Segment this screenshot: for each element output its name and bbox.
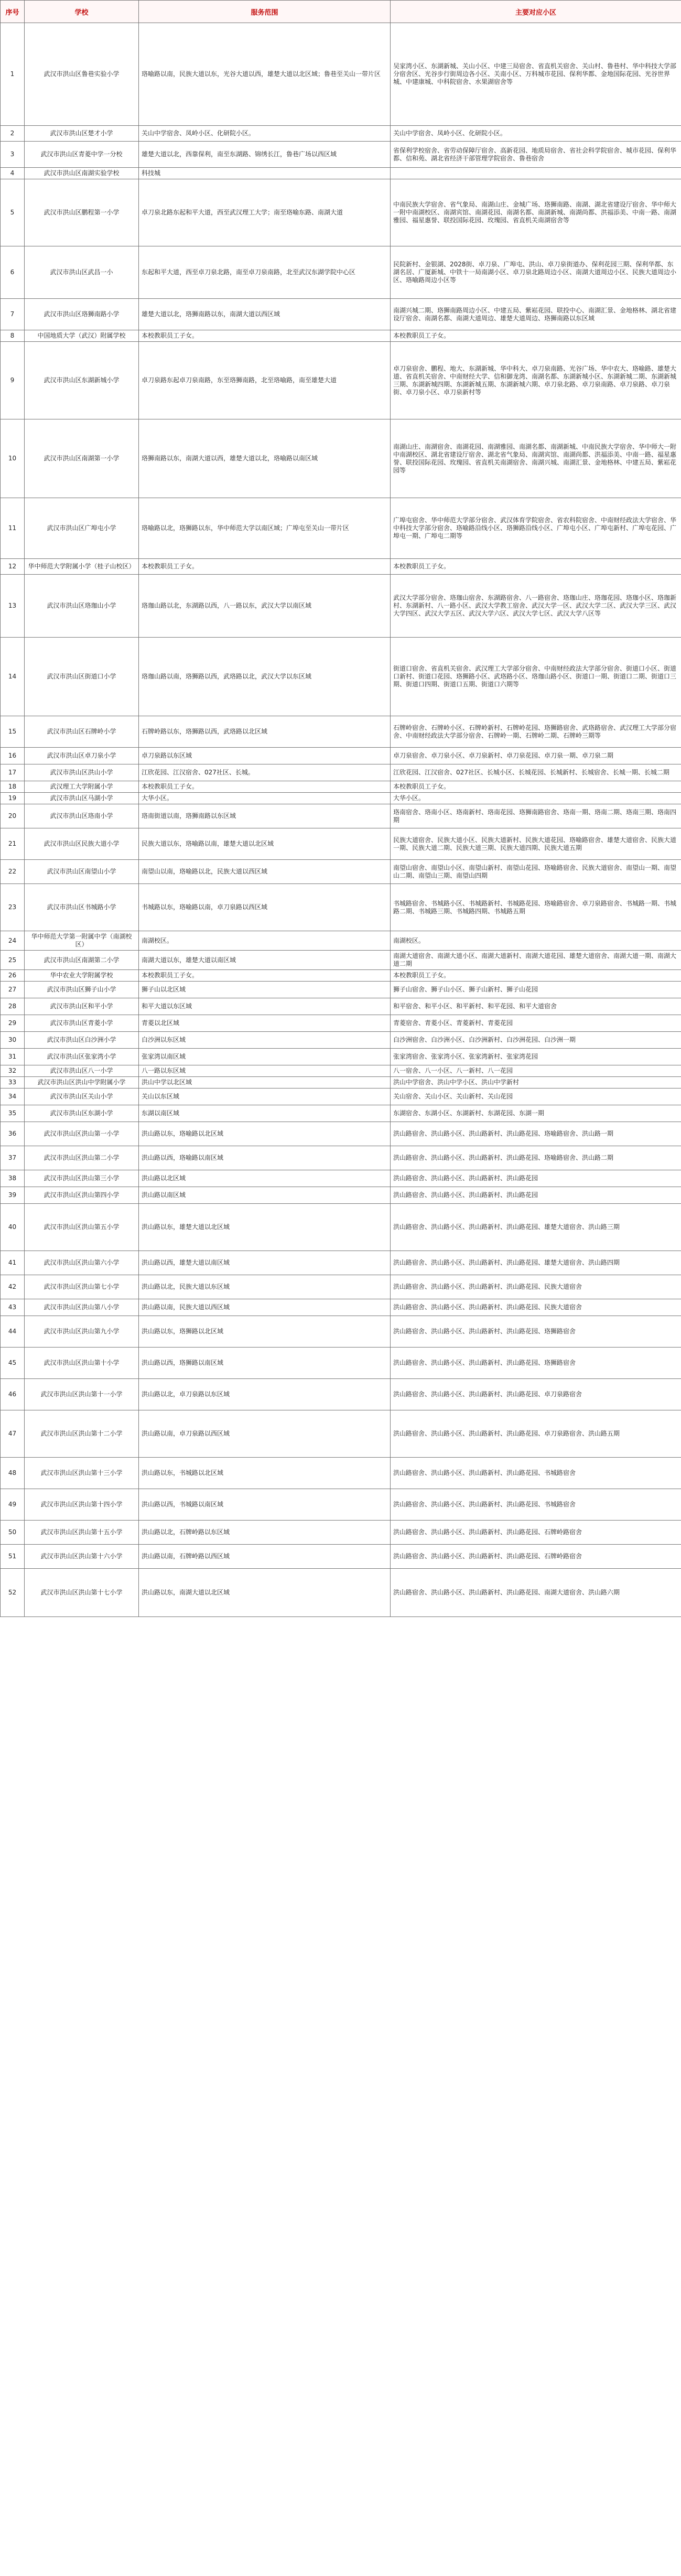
- community-list: 广埠屯宿舍、华中师范大学部分宿舍、武汉体育学院宿舍、省农科院宿舍、中南财经政法大学宿舍、华中科技大学部分宿舍、珞喻路沿线小区、珞狮路沿线小区、广埠屯小区、广埠屯新村、广埠屯花园、广埠屯一期、广埠屯二期等: [391, 498, 681, 559]
- community-list: 本校教职员工子女。: [391, 781, 681, 793]
- school-name: 中国地质大学（武汉）附属学校: [25, 330, 139, 342]
- row-number: 31: [1, 1049, 25, 1065]
- table-row: [1, 828, 681, 860]
- community-list: 洪山路宿舍、洪山路小区、洪山路新村、洪山路花园、雄楚大道宿舍、洪山路三期: [391, 1204, 681, 1251]
- service-range: 珞喻路以北，珞狮路以东，华中师范大学以南区域；广埠屯至关山一带片区: [139, 498, 391, 559]
- row-number: 51: [1, 1545, 25, 1569]
- school-name: 武汉市洪山区洪山第十四小学: [25, 1489, 139, 1521]
- service-range: 本校教职员工子女。: [139, 559, 391, 575]
- service-range: 和平大道以东区域: [139, 998, 391, 1015]
- community-list: 洪山路宿舍、洪山路小区、洪山路新村、洪山路花园、卓刀泉路宿舍: [391, 1379, 681, 1410]
- table-row: [1, 1122, 681, 1146]
- table-row: [1, 575, 681, 638]
- service-range: 洪山路以东，珞狮路以北区域: [139, 1316, 391, 1348]
- row-number: 47: [1, 1410, 25, 1458]
- school-name: 武汉市洪山区洪山第五小学: [25, 1204, 139, 1251]
- table-row: [1, 1204, 681, 1251]
- school-name: 武汉市洪山区洪山第十五小学: [25, 1521, 139, 1545]
- community-list: 洪山路宿舍、洪山路小区、洪山路新村、洪山路花园、民族大道宿舍: [391, 1275, 681, 1299]
- row-number: 8: [1, 330, 25, 342]
- table-row: [1, 126, 681, 142]
- service-range: 科技城: [139, 168, 391, 179]
- school-name: 武汉市洪山区洪山第一小学: [25, 1122, 139, 1146]
- table-row: [1, 1032, 681, 1049]
- row-number: 27: [1, 982, 25, 998]
- community-list: 青菱宿舍、青菱小区、青菱新村、青菱花园: [391, 1015, 681, 1032]
- community-list: 洪山路宿舍、洪山路小区、洪山路新村、洪山路花园、民族大道宿舍: [391, 1299, 681, 1316]
- school-name: 武汉市洪山区洪山第二小学: [25, 1146, 139, 1170]
- school-name: 武汉市洪山区洪山中学附属小学: [25, 1077, 139, 1088]
- row-number: 6: [1, 246, 25, 299]
- service-range: 雄楚大道以北，西靠保利，南至东湖路、锦绣长江，鲁巷广场以西区域: [139, 142, 391, 168]
- row-number: 22: [1, 860, 25, 884]
- table-row: [1, 860, 681, 884]
- row-number: 37: [1, 1146, 25, 1170]
- community-list: 中南民族大学宿舍、省气象局、南湖山庄、金城广场、珞狮南路、南湖、湖北省建设厅宿舍、华中师大一附中南湖校区、南湖宾馆、南湖花园、南湖名都、南湖新城、南湖尚都、洪福添美、中南一路、南湖雅园、福星惠誉、联投国际花园、玫瑰园、省直机关南湖宿舍等: [391, 179, 681, 246]
- community-list: 关山中学宿舍、凤岭小区、化研院小区。: [391, 126, 681, 142]
- service-range: 洪山路以北，民族大道以东区域: [139, 1275, 391, 1299]
- community-list: 洪山路宿舍、洪山路小区、洪山路新村、洪山路花园: [391, 1187, 681, 1204]
- school-name: 武汉市洪山区鹏程第一小学: [25, 179, 139, 246]
- row-number: 14: [1, 638, 25, 716]
- community-list: 洪山路宿舍、洪山路小区、洪山路新村、洪山路花园: [391, 1170, 681, 1187]
- header-range: 服务范围: [139, 1, 391, 23]
- table-row: [1, 1015, 681, 1032]
- service-range: 珞珈山路以北，东湖路以西，八一路以东，武汉大学以南区域: [139, 575, 391, 638]
- table-header-row: [1, 1, 681, 23]
- school-name: 武汉市洪山区洪山第八小学: [25, 1299, 139, 1316]
- table-row: [1, 793, 681, 804]
- school-name: 武汉市洪山区洪山第十一小学: [25, 1379, 139, 1410]
- service-range: 洪山路以西，书城路以南区域: [139, 1489, 391, 1521]
- table-row: [1, 1088, 681, 1105]
- service-range: 八一路以东区域: [139, 1065, 391, 1077]
- service-range: 洪山路以东，南湖大道以北区域: [139, 1569, 391, 1617]
- community-list: 书城路宿舍、书城路小区、书城路新村、书城路花园、珞喻路宿舍、卓刀泉路宿舍、书城路一期、书城路二期、书城路三期、书城路四期、书城路五期: [391, 884, 681, 931]
- row-number: 20: [1, 804, 25, 828]
- school-name: 武汉市洪山区洪山第十三小学: [25, 1458, 139, 1489]
- row-number: 39: [1, 1187, 25, 1204]
- school-name: 武汉市洪山区卓刀泉小学: [25, 748, 139, 764]
- service-range: 洪山路以东，雄楚大道以北区域: [139, 1204, 391, 1251]
- community-list: 民族大道宿舍、民族大道小区、民族大道新村、民族大道花园、珞喻路宿舍、雄楚大道宿舍、民族大道一期、民族大道二期、民族大道三期、民族大道四期、民族大道五期: [391, 828, 681, 860]
- service-range: 珞南街道以南，珞狮南路以东区域: [139, 804, 391, 828]
- school-name: 武汉市洪山区洪山第三小学: [25, 1170, 139, 1187]
- table-row: [1, 179, 681, 246]
- row-number: 40: [1, 1204, 25, 1251]
- school-name: 武汉市洪山区街道口小学: [25, 638, 139, 716]
- community-list: 和平宿舍、和平小区、和平新村、和平花园、和平大道宿舍: [391, 998, 681, 1015]
- school-name: 武汉市洪山区洪山第十六小学: [25, 1545, 139, 1569]
- table-row: [1, 982, 681, 998]
- header-school: 学校: [25, 1, 139, 23]
- table-row: [1, 638, 681, 716]
- row-number: 43: [1, 1299, 25, 1316]
- school-name: 武汉市洪山区东湖新城小学: [25, 342, 139, 419]
- community-list: 洪山路宿舍、洪山路小区、洪山路新村、洪山路花园、石牌岭路宿舍: [391, 1545, 681, 1569]
- table-row: [1, 804, 681, 828]
- school-name: 武汉市洪山区珞珈山小学: [25, 575, 139, 638]
- service-range: 洪山路以南区域: [139, 1187, 391, 1204]
- community-list: 珞南宿舍、珞南小区、珞南新村、珞南花园、珞狮南路宿舍、珞南一期、珞南二期、珞南三期、珞南四期: [391, 804, 681, 828]
- school-name: 武汉市洪山区洪山第六小学: [25, 1251, 139, 1275]
- service-range: 洪山路以西，珞喻路以南区域: [139, 1146, 391, 1170]
- community-list: 洪山路宿舍、洪山路小区、洪山路新村、洪山路花园、珞喻路宿舍、洪山路二期: [391, 1146, 681, 1170]
- table-row: [1, 1299, 681, 1316]
- table-row: [1, 1521, 681, 1545]
- table-row: [1, 781, 681, 793]
- service-range: 青菱以北区域: [139, 1015, 391, 1032]
- service-range: 石牌岭路以东，珞狮路以西，武珞路以北区域: [139, 716, 391, 748]
- school-name: 武汉市洪山区青菱中学一分校: [25, 142, 139, 168]
- table-row: [1, 168, 681, 179]
- row-number: 2: [1, 126, 25, 142]
- header-no: 序号: [1, 1, 25, 23]
- table-row: [1, 748, 681, 764]
- service-range: 白沙洲以东区域: [139, 1032, 391, 1049]
- service-range: 江欣花园、江汉宿舍、027社区、长城。: [139, 764, 391, 781]
- service-range: 洪山路以北，卓刀泉路以东区域: [139, 1379, 391, 1410]
- community-list: 关山宿舍、关山小区、关山新村、关山花园: [391, 1088, 681, 1105]
- community-list: 民院新村、金银湖、2028街、卓刀泉、广埠屯、洪山、卓刀泉街道办、保利花园三期、保利华都、东湖名居、广厦新城、中铁十一局南湖小区、卓刀泉北路周边小区、南湖大道周边小区、民族大道周边小区、珞喻路周边小区等: [391, 246, 681, 299]
- row-number: 34: [1, 1088, 25, 1105]
- table-row: [1, 1105, 681, 1122]
- community-list: 张家湾宿舍、张家湾小区、张家湾新村、张家湾花园: [391, 1049, 681, 1065]
- community-list: 本校教职员工子女。: [391, 970, 681, 982]
- service-range: 洪山路以南，民族大道以西区域: [139, 1299, 391, 1316]
- service-range: 珞喻路以南，民族大道以东，光谷大道以西，雄楚大道以北区域；鲁巷至关山一带片区: [139, 23, 391, 126]
- school-name: 武汉市洪山区洪山第四小学: [25, 1187, 139, 1204]
- community-list: 南湖校区。: [391, 931, 681, 951]
- row-number: 42: [1, 1275, 25, 1299]
- table-row: [1, 23, 681, 126]
- table-row: [1, 342, 681, 419]
- table-row: [1, 1489, 681, 1521]
- table-row: [1, 970, 681, 982]
- community-list: 南湖兴城二期、珞狮南路周边小区、中建五局、紫崧花园、联投中心、南湖汇景、金地格林、湖北省建设厅宿舍、南湖名都、南湖大道周边、雄楚大道周边、珞狮南路以东区域: [391, 299, 681, 330]
- row-number: 4: [1, 168, 25, 179]
- table-row: [1, 299, 681, 330]
- community-list: 卓刀泉宿舍、卓刀泉小区、卓刀泉新村、卓刀泉花园、卓刀泉一期、卓刀泉二期: [391, 748, 681, 764]
- service-range: 洪山路以北区域: [139, 1170, 391, 1187]
- row-number: 23: [1, 884, 25, 931]
- community-list: 大华小区。: [391, 793, 681, 804]
- service-range: 南湖大道以东，雄楚大道以南区域: [139, 951, 391, 970]
- service-range: 本校教职员工子女。: [139, 970, 391, 982]
- school-name: 武汉市洪山区八一小学: [25, 1065, 139, 1077]
- school-name: 武汉市洪山区和平小学: [25, 998, 139, 1015]
- row-number: 44: [1, 1316, 25, 1348]
- table-row: [1, 884, 681, 931]
- service-range: 洪山路以西，雄楚大道以南区域: [139, 1251, 391, 1275]
- community-list: 狮子山宿舍、狮子山小区、狮子山新村、狮子山花园: [391, 982, 681, 998]
- row-number: 15: [1, 716, 25, 748]
- community-list: 洪山路宿舍、洪山路小区、洪山路新村、洪山路花园、卓刀泉路宿舍、洪山路五期: [391, 1410, 681, 1458]
- school-name: 武汉市洪山区狮子山小学: [25, 982, 139, 998]
- row-number: 41: [1, 1251, 25, 1275]
- service-range: 南望山以南，珞喻路以北，民族大道以西区域: [139, 860, 391, 884]
- service-range: 民族大道以东，珞喻路以南，雄楚大道以北区域: [139, 828, 391, 860]
- school-name: 武汉市洪山区东湖小学: [25, 1105, 139, 1122]
- row-number: 35: [1, 1105, 25, 1122]
- service-range: 卓刀泉路以东区域: [139, 748, 391, 764]
- service-range: 狮子山以北区域: [139, 982, 391, 998]
- row-number: 38: [1, 1170, 25, 1187]
- table-row: [1, 1065, 681, 1077]
- table-row: [1, 1569, 681, 1617]
- service-range: 东起和平大道，西至卓刀泉北路，南至卓刀泉南路，北至武汉东湖学院中心区: [139, 246, 391, 299]
- community-list: 洪山路宿舍、洪山路小区、洪山路新村、洪山路花园、南湖大道宿舍、洪山路六期: [391, 1569, 681, 1617]
- service-range: 洪山路以东，书城路以北区域: [139, 1458, 391, 1489]
- service-range: 关山以东区域: [139, 1088, 391, 1105]
- service-range: 洪山中学以北区域: [139, 1077, 391, 1088]
- school-name: 武汉市洪山区洪山第七小学: [25, 1275, 139, 1299]
- row-number: 46: [1, 1379, 25, 1410]
- table-body: [1, 23, 681, 1617]
- row-number: 11: [1, 498, 25, 559]
- school-name: 武汉市洪山区石牌岭小学: [25, 716, 139, 748]
- service-range: 卓刀泉北路东起和平大道，西至武汉理工大学；南至珞喻东路、南湖大道: [139, 179, 391, 246]
- row-number: 29: [1, 1015, 25, 1032]
- row-number: 10: [1, 419, 25, 498]
- row-number: 50: [1, 1521, 25, 1545]
- school-name: 武汉市洪山区南湖实验学校: [25, 168, 139, 179]
- row-number: 28: [1, 998, 25, 1015]
- row-number: 9: [1, 342, 25, 419]
- table-row: [1, 1275, 681, 1299]
- service-range: 东湖以南区域: [139, 1105, 391, 1122]
- table-row: [1, 1316, 681, 1348]
- table-row: [1, 1146, 681, 1170]
- table-row: [1, 1251, 681, 1275]
- table-row: [1, 716, 681, 748]
- school-name: 华中师范大学附属小学（桂子山校区）: [25, 559, 139, 575]
- table-row: [1, 951, 681, 970]
- table-row: [1, 998, 681, 1015]
- table-row: [1, 419, 681, 498]
- school-name: 武汉市洪山区张家湾小学: [25, 1049, 139, 1065]
- school-name: 武汉市洪山区鲁巷实验小学: [25, 23, 139, 126]
- community-list: [391, 168, 681, 179]
- table-row: [1, 1410, 681, 1458]
- table-row: [1, 1348, 681, 1379]
- school-name: 武汉市洪山区民族大道小学: [25, 828, 139, 860]
- school-name: 武汉市洪山区广埠屯小学: [25, 498, 139, 559]
- school-name: 武汉市洪山区洪山第十小学: [25, 1348, 139, 1379]
- table-row: [1, 246, 681, 299]
- community-list: 街道口宿舍、省直机关宿舍、武汉理工大学部分宿舍、中南财经政法大学部分宿舍、街道口小区、街道口新村、街道口花园、珞狮路小区、武珞路小区、珞珈山路小区、街道口一期、街道口二期、街道口三期、街道口四期、街道口五期、街道口六期等: [391, 638, 681, 716]
- community-list: 洪山路宿舍、洪山路小区、洪山路新村、洪山路花园、珞狮路宿舍: [391, 1348, 681, 1379]
- row-number: 33: [1, 1077, 25, 1088]
- school-name: 武汉市洪山区洪山第十二小学: [25, 1410, 139, 1458]
- community-list: 洪山路宿舍、洪山路小区、洪山路新村、洪山路花园、书城路宿舍: [391, 1458, 681, 1489]
- service-range: 书城路以东，珞喻路以南，卓刀泉路以西区域: [139, 884, 391, 931]
- school-name: 武汉市洪山区书城路小学: [25, 884, 139, 931]
- community-list: 南湖大道宿舍、南湖大道小区、南湖大道新村、南湖大道花园、雄楚大道宿舍、南湖大道一期、南湖大道二期: [391, 951, 681, 970]
- community-list: 洪山中学宿舍、洪山中学小区、洪山中学新村: [391, 1077, 681, 1088]
- community-list: 武汉大学部分宿舍、珞珈山宿舍、东湖路宿舍、八一路宿舍、珞珈山庄、珞珈花园、珞珈小区、珞珈新村、东湖新村、八一路小区、武汉大学教工宿舍、武汉大学一区、武汉大学二区、武汉大学三区、武汉大学四区、武汉大学五区、武汉大学六区、武汉大学七区、武汉大学八区等: [391, 575, 681, 638]
- school-name: 武汉市洪山区南湖第二小学: [25, 951, 139, 970]
- school-name: 武汉市洪山区马湖小学: [25, 793, 139, 804]
- service-range: 卓刀泉路东起卓刀泉南路，东至珞狮南路，北至珞喻路，南至雄楚大道: [139, 342, 391, 419]
- table-row: [1, 1077, 681, 1088]
- row-number: 19: [1, 793, 25, 804]
- school-name: 武汉市洪山区白沙洲小学: [25, 1032, 139, 1049]
- table-row: [1, 931, 681, 951]
- row-number: 45: [1, 1348, 25, 1379]
- row-number: 17: [1, 764, 25, 781]
- school-name: 武汉市洪山区南湖第一小学: [25, 419, 139, 498]
- row-number: 49: [1, 1489, 25, 1521]
- table-row: [1, 1545, 681, 1569]
- table-row: [1, 1170, 681, 1187]
- row-number: 16: [1, 748, 25, 764]
- table-row: [1, 764, 681, 781]
- school-name: 武汉市洪山区楚才小学: [25, 126, 139, 142]
- row-number: 30: [1, 1032, 25, 1049]
- service-range: 雄楚大道以北，珞狮南路以东，南湖大道以西区域: [139, 299, 391, 330]
- row-number: 12: [1, 559, 25, 575]
- school-name: 武汉市洪山区南望山小学: [25, 860, 139, 884]
- school-name: 武汉市洪山区洪山第十七小学: [25, 1569, 139, 1617]
- row-number: 3: [1, 142, 25, 168]
- row-number: 13: [1, 575, 25, 638]
- school-name: 武汉市洪山区洪山第九小学: [25, 1316, 139, 1348]
- row-number: 24: [1, 931, 25, 951]
- row-number: 36: [1, 1122, 25, 1146]
- community-list: 江欣花园、江汉宿舍、027社区、长城小区、长城花园、长城新村、长城宿舍、长城一期、长城二期: [391, 764, 681, 781]
- header-community: 主要对应小区: [391, 1, 681, 23]
- table-row: [1, 142, 681, 168]
- community-list: 省保利学校宿舍、省劳动保障厅宿舍、高新花园、地质局宿舍、省社会科学院宿舍、城市花园、保利华都、信和苑、湖北省经济干部管理学院宿舍、鲁巷宿舍: [391, 142, 681, 168]
- community-list: 南湖山庄、南湖宿舍、南湖花园、南湖雅园、南湖名都、南湖新城、中南民族大学宿舍、华中师大一附中南湖校区、湖北省建设厅宿舍、湖北省气象局、南湖宾馆、南湖尚都、洪福添美、中南一路、福星惠誉、联投国际花园、玫瑰园、省直机关南湖宿舍、南湖兴城、南湖汇景、金地格林、中建五局、紫崧花园等: [391, 419, 681, 498]
- community-list: 洪山路宿舍、洪山路小区、洪山路新村、洪山路花园、珞狮路宿舍: [391, 1316, 681, 1348]
- school-name: 华中师范大学第一附属中学（南湖校区）: [25, 931, 139, 951]
- row-number: 5: [1, 179, 25, 246]
- table-row: [1, 498, 681, 559]
- school-name: 武汉市洪山区洪山小学: [25, 764, 139, 781]
- community-list: 吴家湾小区、东湖新城、关山小区、中建三局宿舍、省直机关宿舍、关山村、鲁巷村、华中科技大学部分宿舍区、光谷步行街周边各小区、关南小区、万科城市花园、保利华都、金地国际花园、光谷世界城、中建康城、中科院宿舍、水果湖宿舍等: [391, 23, 681, 126]
- row-number: 32: [1, 1065, 25, 1077]
- table-row: [1, 1049, 681, 1065]
- table-row: [1, 330, 681, 342]
- school-name: 武汉市洪山区珞南小学: [25, 804, 139, 828]
- school-name: 华中农业大学附属学校: [25, 970, 139, 982]
- row-number: 1: [1, 23, 25, 126]
- community-list: 东湖宿舍、东湖小区、东湖新村、东湖花园、东湖一期: [391, 1105, 681, 1122]
- service-range: 洪山路以西，珞狮路以南区域: [139, 1348, 391, 1379]
- service-range: 珞珈山路以南，珞狮路以西，武珞路以北，武汉大学以东区域: [139, 638, 391, 716]
- community-list: 卓刀泉宿舍、鹏程、地大、东湖新城、华中科大、卓刀泉南路、光谷广场、华中农大、珞喻路、雄楚大道、省直机关宿舍、中南财经大学、信和御龙湾、南湖名都、东湖新城小区、东湖新城二期、东湖新城三期、东湖新城四期、东湖新城五期、东湖新城六期、卓刀泉北路、卓刀泉南路、卓刀泉路、卓刀泉街、卓刀泉小区、卓刀泉新村等: [391, 342, 681, 419]
- school-name: 武汉市洪山区珞狮南路小学: [25, 299, 139, 330]
- row-number: 21: [1, 828, 25, 860]
- table-row: [1, 559, 681, 575]
- school-name: 武汉理工大学附属小学: [25, 781, 139, 793]
- service-range: 洪山路以南，石牌岭路以西区域: [139, 1545, 391, 1569]
- school-name: 武汉市洪山区青菱小学: [25, 1015, 139, 1032]
- school-name: 武汉市洪山区武昌一小: [25, 246, 139, 299]
- community-list: 洪山路宿舍、洪山路小区、洪山路新村、洪山路花园、珞喻路宿舍、洪山路一期: [391, 1122, 681, 1146]
- row-number: 18: [1, 781, 25, 793]
- row-number: 48: [1, 1458, 25, 1489]
- row-number: 52: [1, 1569, 25, 1617]
- service-range: 大华小区。: [139, 793, 391, 804]
- community-list: 南望山宿舍、南望山小区、南望山新村、南望山花园、珞喻路宿舍、民族大道宿舍、南望山一期、南望山二期、南望山三期、南望山四期: [391, 860, 681, 884]
- community-list: 石牌岭宿舍、石牌岭小区、石牌岭新村、石牌岭花园、珞狮路宿舍、武珞路宿舍、武汉理工大学部分宿舍、中南财经政法大学部分宿舍、石牌岭一期、石牌岭二期、石牌岭三期等: [391, 716, 681, 748]
- row-number: 26: [1, 970, 25, 982]
- row-number: 7: [1, 299, 25, 330]
- service-range: 洪山路以东，珞喻路以北区域: [139, 1122, 391, 1146]
- service-range: 南湖校区。: [139, 931, 391, 951]
- table-row: [1, 1379, 681, 1410]
- service-range: 本校教职员工子女。: [139, 330, 391, 342]
- community-list: 白沙洲宿舍、白沙洲小区、白沙洲新村、白沙洲花园、白沙洲一期: [391, 1032, 681, 1049]
- row-number: 25: [1, 951, 25, 970]
- community-list: 洪山路宿舍、洪山路小区、洪山路新村、洪山路花园、雄楚大道宿舍、洪山路四期: [391, 1251, 681, 1275]
- community-list: 八一宿舍、八一小区、八一新村、八一花园: [391, 1065, 681, 1077]
- service-range: 关山中学宿舍、凤岭小区、化研院小区。: [139, 126, 391, 142]
- table-row: [1, 1458, 681, 1489]
- table-row: [1, 1187, 681, 1204]
- service-range: 洪山路以北，石牌岭路以东区域: [139, 1521, 391, 1545]
- community-list: 洪山路宿舍、洪山路小区、洪山路新村、洪山路花园、书城路宿舍: [391, 1489, 681, 1521]
- service-range: 本校教职员工子女。: [139, 781, 391, 793]
- service-range: 珞狮南路以东，南湖大道以西，雄楚大道以北，珞喻路以南区域: [139, 419, 391, 498]
- community-list: 本校教职员工子女。: [391, 330, 681, 342]
- community-list: 洪山路宿舍、洪山路小区、洪山路新村、洪山路花园、石牌岭路宿舍: [391, 1521, 681, 1545]
- service-range: 洪山路以南，卓刀泉路以西区域: [139, 1410, 391, 1458]
- school-name: 武汉市洪山区关山小学: [25, 1088, 139, 1105]
- service-range: 张家湾以南区域: [139, 1049, 391, 1065]
- community-list: 本校教职员工子女。: [391, 559, 681, 575]
